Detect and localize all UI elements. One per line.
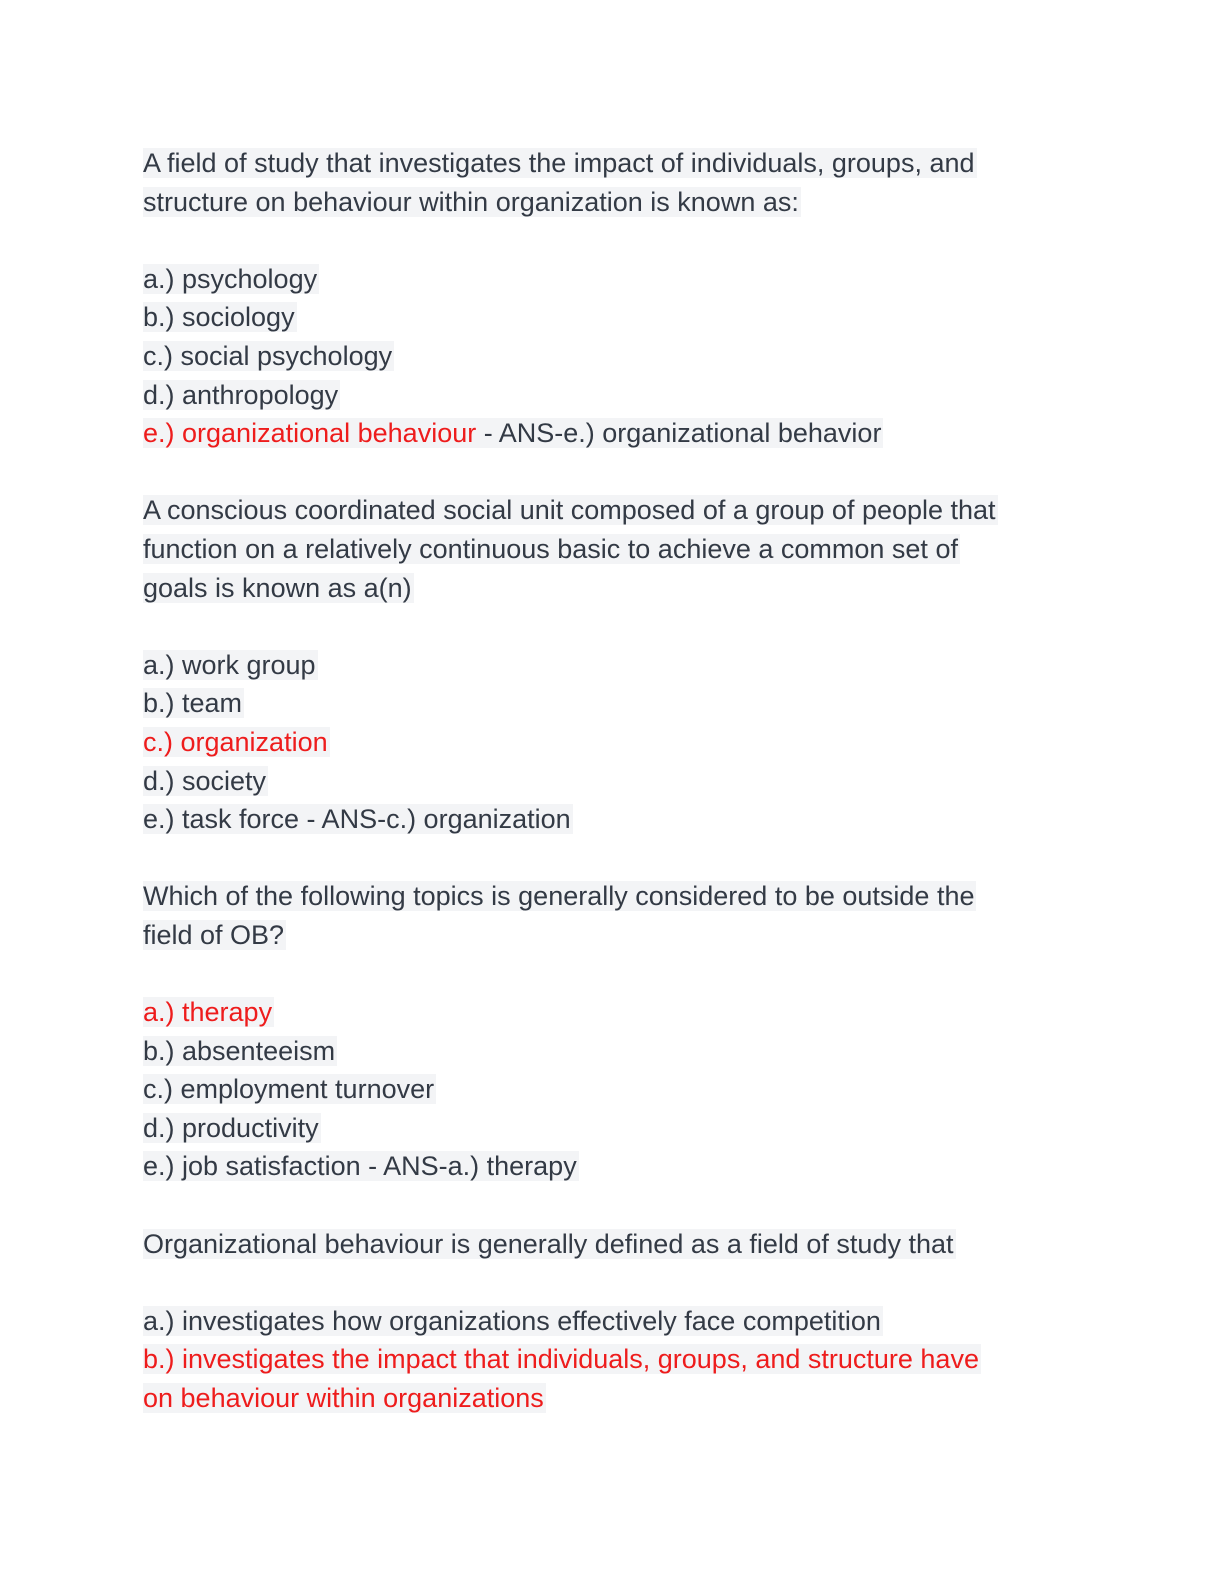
answer-option-correct: a.) therapy	[143, 997, 273, 1028]
answer-option: b.) sociology	[143, 302, 295, 333]
spacer	[143, 607, 1083, 646]
question-4	[143, 1225, 1083, 1418]
answer-option-with-key: e.) job satisfaction - ANS-a.) therapy	[143, 1151, 577, 1182]
question-stem-line: Which of the following topics is generally considered to be outside the	[143, 881, 975, 912]
answer-option: d.) anthropology	[143, 379, 339, 410]
answer-option: d.) productivity	[143, 1112, 319, 1143]
spacer	[143, 1263, 1083, 1302]
answer-option: b.) absenteeism	[143, 1035, 336, 1066]
answer-option: c.) social psychology	[143, 340, 393, 371]
question-stem-line: structure on behaviour within organization is known as:	[143, 186, 799, 217]
spacer	[143, 221, 1083, 260]
document-body	[143, 144, 1083, 1418]
question-stem-line: function on a relatively continuous basic to achieve a common set of	[143, 533, 958, 564]
question-stem-line: goals is known as a(n)	[143, 572, 412, 603]
question-3	[143, 877, 1083, 1186]
spacer	[143, 839, 1083, 878]
question-stem-line: A field of study that investigates the impact of individuals, groups, and	[143, 148, 975, 178]
spacer	[143, 453, 1083, 492]
answer-option: a.) investigates how organizations effectively face competition	[143, 1305, 881, 1336]
answer-option: a.) psychology	[143, 263, 318, 294]
spacer	[143, 954, 1083, 993]
answer-option: d.) society	[143, 765, 267, 796]
question-stem-line: field of OB?	[143, 919, 285, 950]
question-stem-line: A conscious coordinated social unit composed of a group of people that	[143, 495, 996, 526]
answer-option-correct: c.) organization	[143, 726, 328, 757]
answer-option-correct: on behaviour within organizations	[143, 1383, 544, 1413]
answer-option-with-key: e.) task force - ANS-c.) organization	[143, 804, 571, 835]
spacer	[143, 1186, 1083, 1225]
question-2	[143, 491, 1083, 838]
question-stem-line: Organizational behaviour is generally defined as a field of study that	[143, 1228, 954, 1259]
answer-option-correct	[143, 414, 1083, 453]
correct-option-text: e.) organizational behaviour	[143, 418, 477, 449]
answer-option-correct: b.) investigates the impact that individuals, groups, and structure have	[143, 1344, 979, 1375]
answer-option: b.) team	[143, 688, 243, 719]
answer-option: c.) employment turnover	[143, 1074, 435, 1105]
question-1	[143, 144, 1083, 453]
answer-option: a.) work group	[143, 649, 316, 680]
answer-key: - ANS-e.) organizational behavior	[476, 418, 882, 449]
